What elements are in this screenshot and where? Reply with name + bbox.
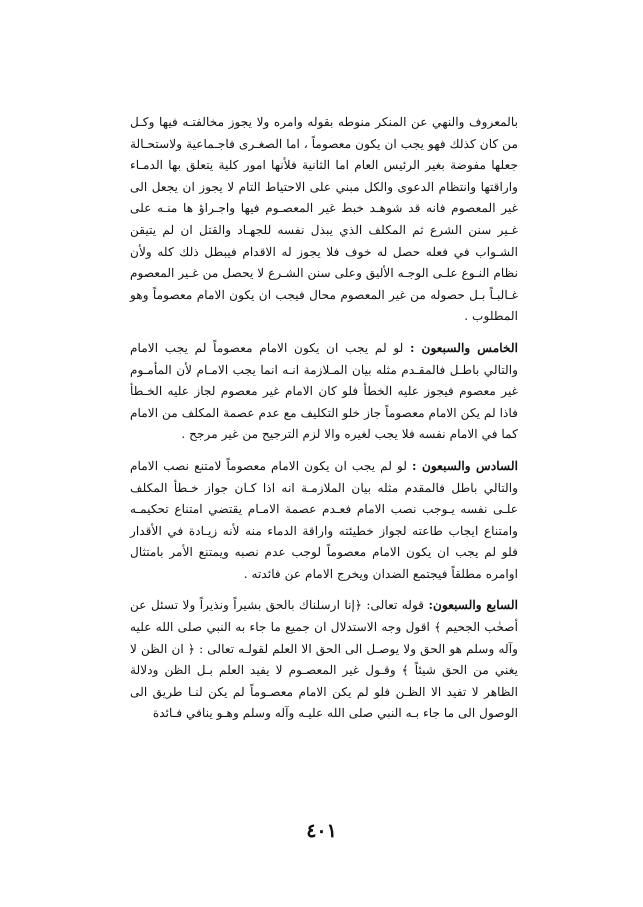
- paragraph-text: بالمعروف والنهي عن المنكر منوطه بقوله وامره ولا يجوز مخالفتـه فيها وكـل من كان كذلك فهو يجب ان يكون معصوماً ، اما الصغـرى فاجـماعية ولاستحـالة جعلها مفوضة بغير الرئيس العام اما الثانية فلأنها امور كلية يتعلق بها الدمـاء واراقتها وانتظام الدعوى والكل مبني على الاحتياط التام لا يجوز ان يجعل الى غير المعصوم فانه قد شوهـد خبط غير المعصـوم فيها واجـراؤ ها منـه على غـير سنن الشرع ثم المكلف الذي يبذل نفسه للجهـاد والقتل ان لم يتيقن الشـواب في فعله حصل له خوف فلا يجوز له الاقدام فيبطل ذلك كله ولأن نظام النـوع علـى الوجـه الأليق وعلى سنن الشـرع لا يحصل من غـير المعصوم غـالبـاً بـل حصوله من غير المعصوم محال فيجب ان يكون الامام معصوماً وهو المطلوب .: [130, 115, 518, 324]
- paragraph-text: لو لم يجب ان يكون الامام معصوماً لم يجب الامام والتالي باطـل فالمقـدم مثله بيان المـلازمة انـه انما يجب الامـام لأن المأمـوم غير معصوم فيجوز عليه الخطأ فلو كان الامام غير معصوم لجاز عليه الخـطأ فاذا لم يكن الامام معصوماً جاز خلو التكليف مع عدم عصمة المكلف من الامام كما في الامام نفسه فلا يجب لغيره والا لزم الترجيح من غير مرجح .: [130, 340, 518, 442]
- page-body: [130, 112, 518, 735]
- paragraph-text: لو لم يجب ان يكون الامام معصوماً لامتنع نصب الامام والتالي باطل فالمقدم مثله بيان الملازمـة انه اذا كـان جواز خـطأ المكلف علـى نفسه يـوجب نصب الامام فعـدم عصمة الامـام يقتضي امتناع تحكيمـه وامتناع ايجاب طاعته لجواز خطيئته واراقة الدماء منه لأنه زيـادة في الأقدار فلو لم يجب ان يكون الامام معصوماً لوجب عدم نصبه ويمتنع الأمر بامتثال اوامره مطلقاً فيجتمع الضدان ويخرج الامام عن فائدته .: [130, 458, 518, 581]
- paragraph-4: [130, 595, 518, 725]
- paragraph-lead: السابع والسبعون:: [428, 598, 518, 613]
- page-number: ٤٠١: [306, 820, 337, 842]
- paragraph-2: [130, 338, 518, 446]
- paragraph-lead: الخامس والسبعون :: [410, 340, 518, 355]
- paragraph-lead: السادس والسبعون :: [412, 458, 518, 473]
- paragraph-1: [130, 112, 518, 328]
- paragraph-3: [130, 456, 518, 586]
- paragraph-text: قوله تعالى: ﴿إنا ارسلناك بالحق بشيراً ونذيراً ولا تسئل عن أصحٰب الجحيم ﴾ اقول وجه الاستدلال ان جميع ما جاء به النبي صلى الله عليه وآله وسلم هو الحق ولا يوصـل الى الحق الا العلم لقولـه تعالى : ﴿ ان الظن لا يغني من الحق شيئاً ﴾ وقـول غير المعصـوم لا يفيد العلم بـل الظن ودلالة الظاهر لا تفيد الا الظـن فلو لم يكن الامام معصـوماً لم يكن لنـا طريق الى الوصول الى ما جاء بـه النبي صلى الله عليـه وآله وسلم وهـو ينافي فـائدة: [130, 598, 518, 721]
